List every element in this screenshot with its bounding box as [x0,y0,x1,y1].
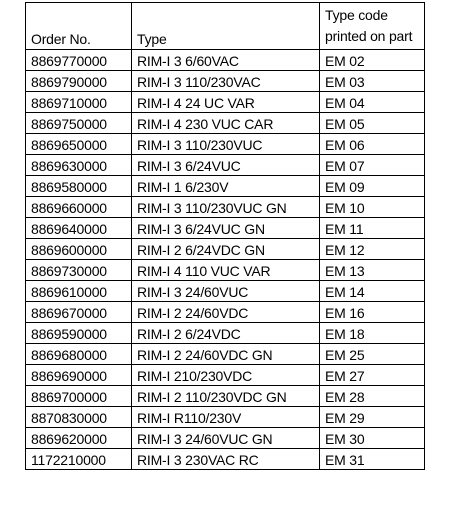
cell-order-no: 8869580000 [26,176,132,197]
header-type-code-line1: Type code [325,7,388,23]
cell-type: RIM-I 4 230 VUC CAR [132,113,320,134]
cell-type-code: EM 07 [320,155,425,176]
cell-order-no: 8869770000 [26,50,132,71]
cell-type-code: EM 06 [320,134,425,155]
cell-type-code: EM 05 [320,113,425,134]
table-row [26,428,425,449]
cell-type: RIM-I 3 6/24VUC [132,155,320,176]
cell-order-no: 8869650000 [26,134,132,155]
table-row [26,50,425,71]
cell-order-no: 8869640000 [26,218,132,239]
table-row [26,92,425,113]
cell-type: RIM-I 3 24/60VUC [132,281,320,302]
table-row [26,71,425,92]
table-row [26,176,425,197]
cell-type: RIM-I 3 110/230VUC GN [132,197,320,218]
table-row [26,134,425,155]
table-row [26,386,425,407]
cell-type: RIM-I 1 6/230V [132,176,320,197]
cell-type-code: EM 14 [320,281,425,302]
table-row [26,449,425,470]
cell-type: RIM-I 3 110/230VUC [132,134,320,155]
cell-order-no: 8869590000 [26,323,132,344]
cell-type: RIM-I R110/230V [132,407,320,428]
order-table-container [25,2,425,470]
cell-type: RIM-I 3 6/60VAC [132,50,320,71]
header-type-code [320,3,425,50]
cell-type-code: EM 27 [320,365,425,386]
cell-type-code: EM 30 [320,428,425,449]
cell-order-no: 8869630000 [26,155,132,176]
cell-type: RIM-I 2 110/230VDC GN [132,386,320,407]
table-row [26,281,425,302]
order-table [25,2,425,470]
cell-type-code: EM 29 [320,407,425,428]
cell-type: RIM-I 2 6/24VDC GN [132,239,320,260]
table-row [26,239,425,260]
table-row [26,218,425,239]
cell-order-no: 8869600000 [26,239,132,260]
table-row [26,344,425,365]
cell-order-no: 8869620000 [26,428,132,449]
cell-type: RIM-I 3 230VAC RC [132,449,320,470]
cell-order-no: 8869710000 [26,92,132,113]
cell-type: RIM-I 4 24 UC VAR [132,92,320,113]
cell-order-no: 8869670000 [26,302,132,323]
cell-order-no: 8869790000 [26,71,132,92]
cell-type-code: EM 12 [320,239,425,260]
table-row [26,113,425,134]
cell-type-code: EM 16 [320,302,425,323]
cell-order-no: 8869690000 [26,365,132,386]
table-header-row [26,3,425,50]
cell-type: RIM-I 210/230VDC [132,365,320,386]
cell-type-code: EM 09 [320,176,425,197]
cell-type-code: EM 28 [320,386,425,407]
cell-order-no: 8869730000 [26,260,132,281]
cell-type-code: EM 03 [320,71,425,92]
cell-type-code: EM 25 [320,344,425,365]
header-order-no: Order No. [26,3,132,50]
cell-type-code: EM 18 [320,323,425,344]
cell-type: RIM-I 2 24/60VDC [132,302,320,323]
cell-type-code: EM 31 [320,449,425,470]
cell-type-code: EM 11 [320,218,425,239]
table-row [26,260,425,281]
cell-order-no: 8869700000 [26,386,132,407]
cell-type: RIM-I 3 6/24VUC GN [132,218,320,239]
cell-type: RIM-I 2 24/60VDC GN [132,344,320,365]
cell-order-no: 8869750000 [26,113,132,134]
table-row [26,407,425,428]
cell-order-no: 8870830000 [26,407,132,428]
cell-type: RIM-I 3 24/60VUC GN [132,428,320,449]
cell-type: RIM-I 2 6/24VDC [132,323,320,344]
cell-type-code: EM 02 [320,50,425,71]
header-type: Type [132,3,320,50]
table-body [26,50,425,470]
table-row [26,323,425,344]
cell-order-no: 1172210000 [26,449,132,470]
cell-type: RIM-I 4 110 VUC VAR [132,260,320,281]
cell-type-code: EM 10 [320,197,425,218]
table-row [26,302,425,323]
table-row [26,155,425,176]
cell-type-code: EM 04 [320,92,425,113]
cell-order-no: 8869660000 [26,197,132,218]
cell-type-code: EM 13 [320,260,425,281]
header-type-code-line2: printed on part [325,28,413,44]
cell-order-no: 8869610000 [26,281,132,302]
cell-order-no: 8869680000 [26,344,132,365]
table-row [26,365,425,386]
table-row [26,197,425,218]
cell-type: RIM-I 3 110/230VAC [132,71,320,92]
